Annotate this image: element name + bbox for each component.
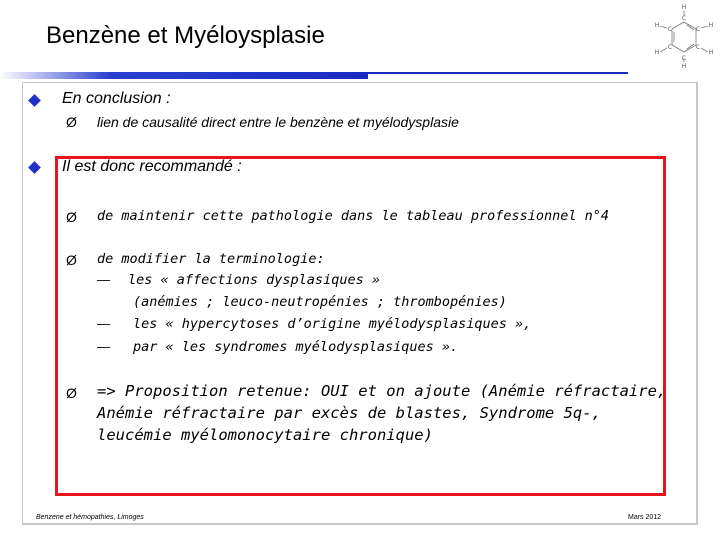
h-label-top-left: H — [654, 22, 660, 29]
rec-proposition-line: => Proposition retenue: OUI et on ajoute (Anémie réfractaire, — [97, 382, 667, 400]
arrow-bullet-icon: Ø — [66, 209, 77, 225]
rec-modify-item: par « les syndromes myélodysplasiques ». — [133, 339, 459, 355]
rec-proposition-line: leucémie myélomonocytaire chronique) — [97, 426, 433, 444]
arrow-bullet-icon: Ø — [66, 385, 77, 401]
rec-maintain: de maintenir cette pathologie dans le tableau professionnel n°4 — [97, 208, 610, 224]
rec-modify-head: de modifier la terminologie: — [97, 251, 325, 267]
rec-modify-item: les « hypercytoses d’origine myélodysplasiques », — [133, 316, 532, 332]
rec-modify-item: les « affections dysplasiques » — [128, 272, 380, 288]
dash-icon: — — [97, 316, 110, 331]
rec-modify-item: (anémies ; leuco-neutropénies ; thrombopénies) — [133, 294, 507, 310]
slide-title: Benzène et Myéloysplasie — [46, 22, 325, 49]
header-gradient-bar — [0, 72, 368, 79]
h-label-bottom: H — [681, 63, 687, 70]
sub-causality: lien de causalité direct entre le benzène et myélodysplasie — [97, 114, 459, 130]
benzene-molecule-icon — [648, 2, 720, 70]
dash-icon: — — [97, 339, 110, 354]
h-label-top: H — [681, 4, 687, 11]
h-label-bottom-right: H — [708, 49, 714, 56]
c-label-top: C — [681, 15, 687, 22]
c-label-top-left: C — [667, 26, 673, 33]
c-label-top-right: C — [695, 26, 701, 33]
header-rule — [368, 72, 628, 74]
arrow-bullet-icon: Ø — [66, 252, 77, 268]
footer-date: Mars 2012 — [628, 514, 662, 521]
h-label-top-right: H — [708, 22, 714, 29]
c-label-bottom: C — [681, 55, 687, 62]
footer-left: Benzene et hémopathies, Limoges — [36, 514, 144, 521]
rec-proposition-line: Anémie réfractaire par excès de blastes, Syndrome 5q-, — [97, 404, 601, 422]
dash-icon: — — [97, 272, 110, 287]
bullet-conclusion: En conclusion : — [62, 90, 171, 107]
bullet-recommended: Il est donc recommandé : — [62, 158, 242, 175]
h-label-bottom-left: H — [654, 49, 660, 56]
c-label-bottom-left: C — [667, 44, 673, 51]
c-label-bottom-right: C — [695, 44, 701, 51]
arrow-bullet-icon: Ø — [66, 114, 77, 130]
